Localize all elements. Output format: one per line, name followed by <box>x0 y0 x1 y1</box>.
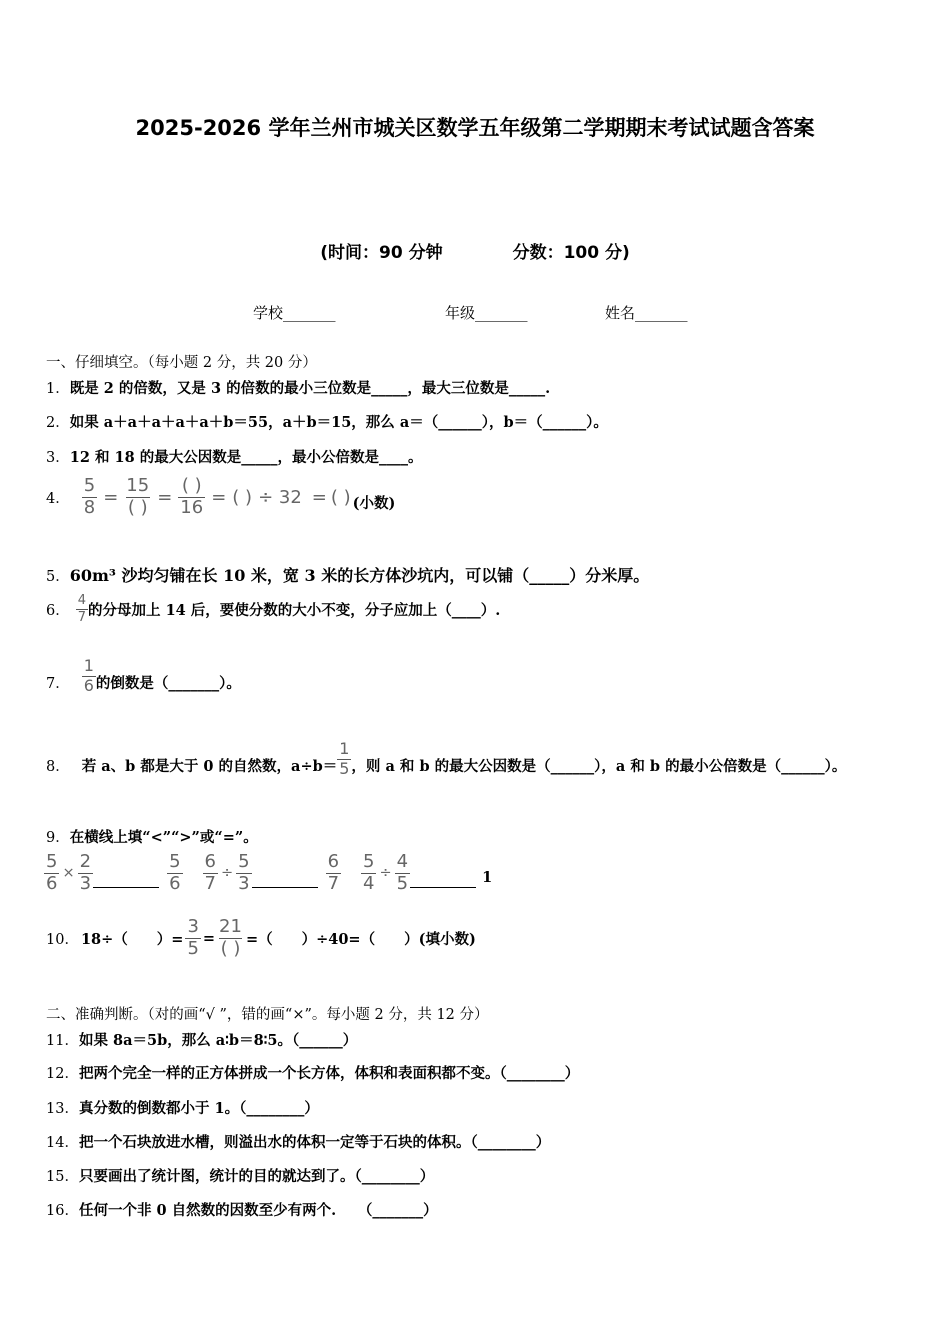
numerator: 4 <box>77 593 87 608</box>
equals-sign: = <box>157 486 173 508</box>
fraction <box>217 918 244 959</box>
question-number: 12． <box>46 1066 79 1082</box>
question-3 <box>46 446 422 467</box>
denominator: 6 <box>83 675 94 695</box>
question-text: 如果 8a＝5b，那么 a∶b＝8∶5。（______） <box>78 1032 358 1049</box>
expression-part: =（ ）÷40=（ ）(填小数) <box>245 930 476 948</box>
question-text: 在横线上填“<”“>”或“=”。 <box>69 829 258 846</box>
question-12 <box>46 1062 579 1083</box>
denominator: 6 <box>169 872 181 894</box>
question-number: 10． <box>46 931 79 948</box>
question-number: 1． <box>46 381 70 397</box>
numerator: 6 <box>204 851 216 872</box>
page-title: 2025-2026 学年兰州市城关区数学五年级第二学期期末考试试题含答案 <box>135 116 815 140</box>
question-11 <box>46 1029 357 1050</box>
time-label: (时间：90 分钟 <box>320 243 443 263</box>
question-number: 3． <box>46 450 70 466</box>
fraction <box>185 918 200 959</box>
numerator: 21 <box>219 916 242 937</box>
question-text: 12 和 18 的最大公因数是_____，最小公倍数是____。 <box>69 449 423 466</box>
question-15 <box>46 1165 434 1186</box>
operator: × <box>62 865 75 882</box>
question-number: 4． <box>46 490 70 507</box>
section-2-heading: 二、准确判断。（对的画“√ ”，错的画“×”。每小题 2 分，共 12 分） <box>46 1007 489 1023</box>
question-number: 16． <box>46 1203 79 1219</box>
question-10 <box>46 918 476 959</box>
question-text: 如果 a＋a＋a＋a＋a＋b＝55，a＋b＝15，那么 a＝（______），b＝（______）。 <box>69 414 608 431</box>
compare-value: 1 <box>482 868 493 886</box>
question-number: 14． <box>46 1135 79 1151</box>
unit-note: (小数) <box>352 494 396 512</box>
fraction <box>44 853 59 894</box>
fraction <box>78 853 93 894</box>
question-text: 真分数的倒数都小于 1。（________） <box>78 1100 319 1117</box>
school-field: 学校_______ <box>253 304 336 322</box>
numerator: 2 <box>79 851 92 872</box>
equals-sign: = <box>311 486 327 508</box>
score-label: 分数：100 分) <box>512 243 630 263</box>
question-16 <box>46 1199 438 1220</box>
answer-blank[interactable] <box>252 873 318 888</box>
numerator: 5 <box>169 851 181 872</box>
numerator: 5 <box>238 851 250 872</box>
question-text: 把两个完全一样的正方体拼成一个长方体，体积和表面积都不变。（________） <box>78 1065 580 1082</box>
comparison-row <box>44 853 492 894</box>
question-number: 13． <box>46 1101 79 1117</box>
question-6 <box>46 594 500 624</box>
question-text: 只要画出了统计图，统计的目的就达到了。（________） <box>78 1168 435 1185</box>
fraction <box>178 477 205 518</box>
grade-field: 年级_______ <box>445 304 528 322</box>
denominator: 7 <box>204 872 216 894</box>
question-1 <box>46 377 550 398</box>
denominator: 5 <box>396 872 409 894</box>
equals-sign: = <box>103 486 119 508</box>
question-text: 既是 2 的倍数，又是 3 的倍数的最小三位数是_____，最大三位数是_____. <box>69 380 551 397</box>
numerator: 1 <box>83 656 94 675</box>
equals-sign: = <box>202 929 216 947</box>
question-text: ，则 a 和 b 的最大公因数是（______），a 和 b 的最小公倍数是（______）。 <box>351 757 847 775</box>
question-number: 11． <box>46 1033 79 1049</box>
numerator: 3 <box>187 916 199 937</box>
numerator: 15 <box>126 475 150 496</box>
question-text: 60m³ 沙均匀铺在长 10 米，宽 3 米的长方体沙坑内，可以铺（_____）分米厚。 <box>69 566 650 585</box>
numerator: 6 <box>327 851 340 872</box>
fraction <box>326 853 341 894</box>
numerator: 5 <box>363 851 375 872</box>
question-9 <box>46 826 258 847</box>
denominator: 7 <box>327 872 340 894</box>
question-14 <box>46 1131 550 1152</box>
denominator: 6 <box>46 872 58 894</box>
exam-meta <box>0 238 950 263</box>
denominator: 3 <box>238 872 250 894</box>
fraction <box>82 477 97 518</box>
operator: ÷ <box>379 865 392 882</box>
numerator: ( ) <box>181 475 202 496</box>
fraction <box>337 741 351 778</box>
denominator: ( ) <box>127 496 148 518</box>
question-5 <box>46 563 649 586</box>
denominator: 5 <box>339 758 350 778</box>
denominator: 5 <box>187 937 199 959</box>
fraction <box>76 594 88 624</box>
denominator: 3 <box>79 872 92 894</box>
question-number: 5． <box>46 569 70 585</box>
question-text: 的倒数是（_______）。 <box>95 674 241 692</box>
question-text: 的分母加上 14 后，要使分数的大小不变，分子应加上（____）. <box>88 601 501 619</box>
operator: ÷ <box>220 865 234 882</box>
blank: ( ) <box>232 486 253 508</box>
question-number: 6． <box>46 602 70 619</box>
equals-sign: = <box>211 486 227 508</box>
answer-blank[interactable] <box>93 873 159 888</box>
question-number: 8． <box>46 758 70 775</box>
question-number: 15． <box>46 1169 79 1185</box>
fraction <box>236 853 251 894</box>
question-13 <box>46 1097 319 1118</box>
fraction <box>124 477 151 518</box>
question-text: 若 a、b 都是大于 0 的自然数，a÷b＝ <box>81 757 338 775</box>
question-8 <box>46 741 846 778</box>
fraction <box>203 853 218 894</box>
fraction <box>395 853 410 894</box>
question-2 <box>46 411 608 432</box>
answer-blank[interactable] <box>410 873 476 888</box>
divide-expr: ÷ 32 <box>258 486 302 508</box>
fraction <box>167 853 182 894</box>
denominator: 16 <box>180 496 204 518</box>
numerator: 4 <box>396 851 409 872</box>
question-number: 7． <box>46 675 70 692</box>
denominator: 8 <box>83 496 96 518</box>
denominator: 4 <box>363 872 375 894</box>
numerator: 5 <box>83 475 96 496</box>
name-field: 姓名_______ <box>605 304 688 322</box>
denominator: 7 <box>77 609 87 625</box>
denominator: ( ) <box>220 937 241 959</box>
numerator: 5 <box>46 851 58 872</box>
question-7 <box>46 658 241 695</box>
expression-part: 18÷（ ）= <box>80 930 184 948</box>
numerator: 1 <box>339 739 350 758</box>
fraction <box>82 658 96 695</box>
question-4 <box>46 477 395 518</box>
question-text: 把一个石块放进水槽，则溢出水的体积一定等于石块的体积。（________） <box>78 1134 551 1151</box>
question-number: 2． <box>46 415 70 431</box>
question-text: 任何一个非 0 自然数的因数至少有两个. （_______） <box>78 1202 438 1219</box>
section-1-heading: 一、仔细填空。（每小题 2 分，共 20 分） <box>46 355 317 371</box>
fraction <box>361 853 376 894</box>
question-number: 9． <box>46 830 70 846</box>
blank: ( ) <box>330 486 351 508</box>
